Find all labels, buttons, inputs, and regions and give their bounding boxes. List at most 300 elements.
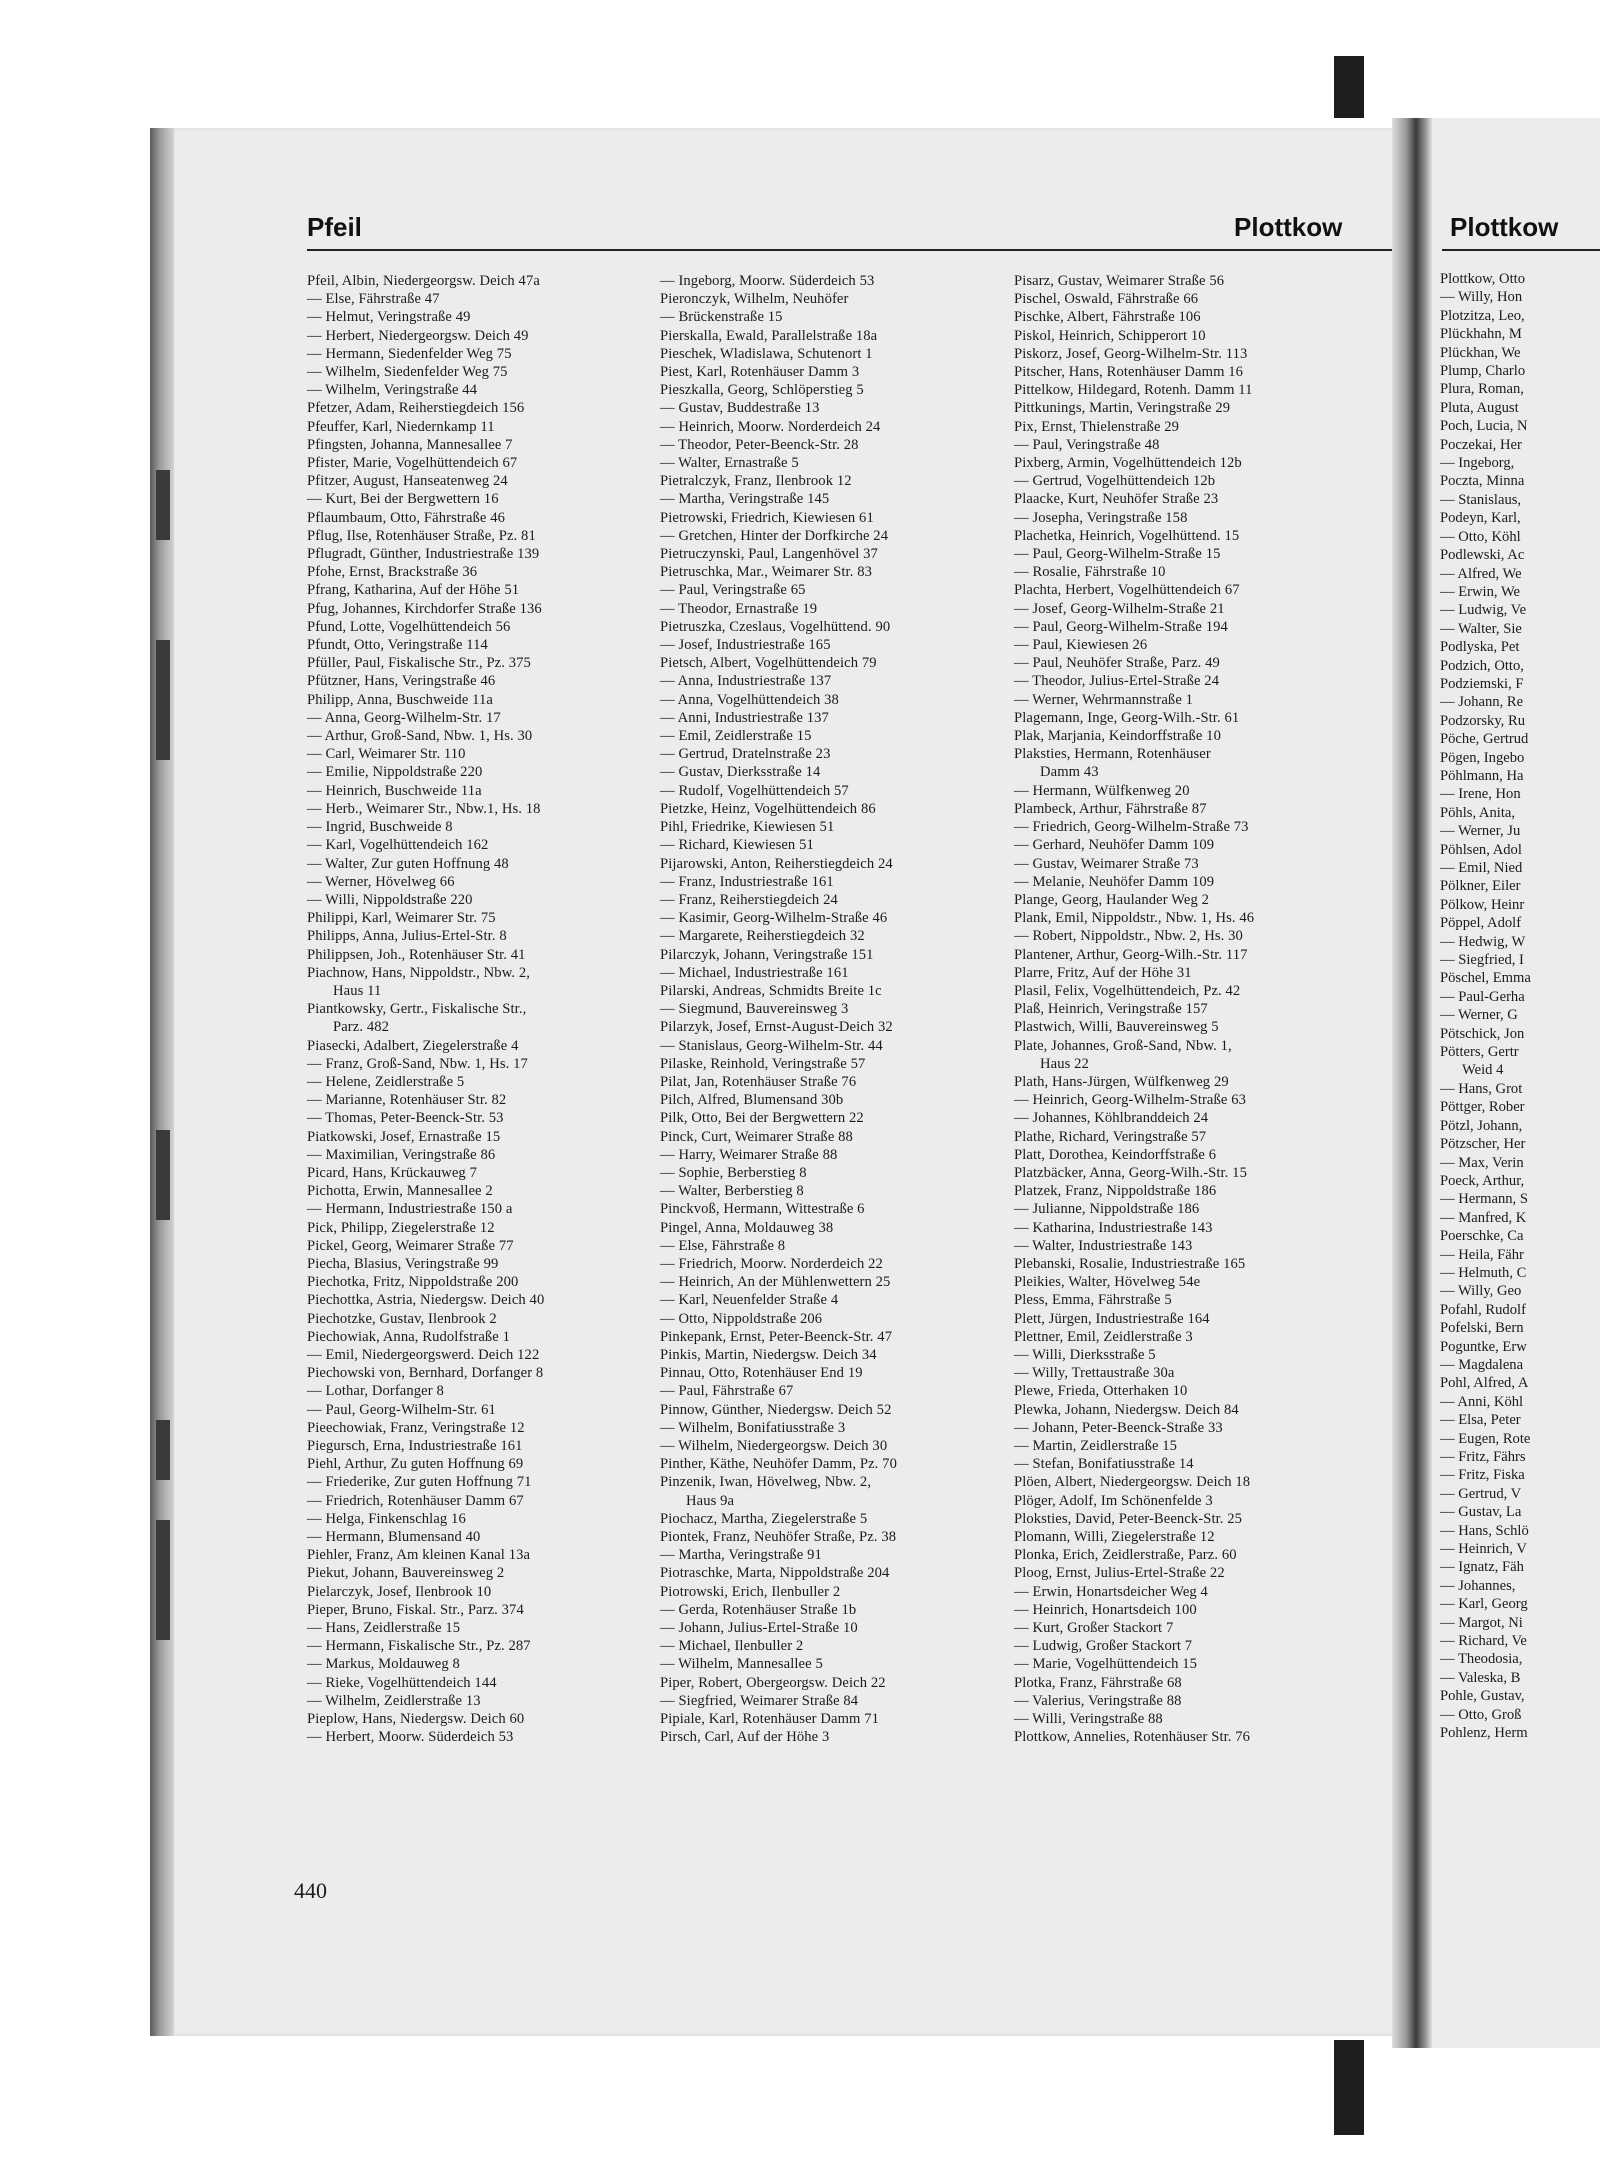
- directory-entry: — Else, Fährstraße 47: [307, 291, 440, 308]
- directory-entry: Plaksties, Hermann, Rotenhäuser: [1014, 746, 1211, 763]
- directory-entry: — Hans, Zeidlerstraße 15: [307, 1620, 461, 1637]
- directory-entry: Piegursch, Erna, Industriestraße 161: [307, 1438, 523, 1454]
- directory-entry: Pinnow, Günther, Niedergsw. Deich 52: [660, 1401, 892, 1418]
- directory-entry: — Stefan, Bonifatiusstraße 14: [1014, 1456, 1194, 1473]
- directory-entry: — Siegfried, I: [1440, 952, 1524, 969]
- directory-entry: Pickel, Georg, Weimarer Straße 77: [307, 1237, 514, 1254]
- directory-entry: — Hedwig, W: [1440, 933, 1526, 950]
- directory-entry: — Fritz, Fiska: [1440, 1467, 1525, 1484]
- directory-entry: Philippi, Karl, Weimarer Str. 75: [307, 910, 496, 927]
- directory-entry: Plastwich, Willi, Bauvereinsweg 5: [1014, 1019, 1219, 1036]
- directory-entry: Pfützner, Hans, Veringstraße 46: [307, 673, 496, 690]
- directory-entry: Plonka, Erich, Zeidlerstraße, Parz. 60: [1014, 1547, 1237, 1564]
- directory-entry: — Franz, Reiherstiegdeich 24: [660, 891, 838, 908]
- directory-entry: — Willy, Hon: [1440, 289, 1523, 306]
- directory-entry: Piotrowski, Erich, Ilenbuller 2: [660, 1583, 841, 1600]
- directory-entry: — Irene, Hon: [1440, 786, 1521, 803]
- directory-entry: — Willy, Geo: [1440, 1283, 1522, 1300]
- directory-entry: — Ingeborg,: [1440, 455, 1515, 472]
- directory-entry: Ploksties, David, Peter-Beenck-Str. 25: [1014, 1510, 1243, 1527]
- directory-entry: Plange, Georg, Haulander Weg 2: [1014, 891, 1210, 908]
- directory-entry: Ploog, Ernst, Julius-Ertel-Straße 22: [1014, 1565, 1225, 1582]
- directory-entry: Plagemann, Inge, Georg-Wilh.-Str. 61: [1014, 709, 1240, 726]
- directory-entry: Pilarzyk, Josef, Ernst-August-Deich 32: [660, 1019, 893, 1036]
- directory-entry: Pilat, Jan, Rotenhäuser Straße 76: [660, 1073, 857, 1090]
- directory-entry: Picard, Hans, Krückauweg 7: [307, 1164, 477, 1181]
- directory-entry: Pilk, Otto, Bei der Bergwettern 22: [660, 1110, 864, 1127]
- directory-entry: — Gerda, Rotenhäuser Straße 1b: [660, 1601, 857, 1618]
- directory-entry: — Paul, Fährstraße 67: [660, 1383, 794, 1400]
- directory-entry: Pietruczynski, Paul, Langenhövel 37: [660, 546, 878, 563]
- directory-entry: — Emilie, Nippoldstraße 220: [307, 764, 483, 781]
- directory-entry: — Paul-Gerha: [1440, 988, 1525, 1005]
- directory-entry: Pietrowski, Friedrich, Kiewiesen 61: [660, 509, 874, 526]
- directory-entry: — Gustav, Buddestraße 13: [660, 400, 820, 417]
- directory-entry: — Hermann, Siedenfelder Weg 75: [307, 345, 512, 362]
- directory-entry: Philippsen, Joh., Rotenhäuser Str. 41: [307, 946, 526, 963]
- directory-entry: — Otto, Nippoldstraße 206: [660, 1310, 823, 1327]
- directory-entry: Podeyn, Karl,: [1440, 510, 1521, 527]
- directory-entry: — Magdalena: [1440, 1356, 1524, 1373]
- directory-entry: Plotzitza, Leo,: [1440, 307, 1525, 324]
- directory-entry: Plarre, Fritz, Auf der Höhe 31: [1014, 964, 1192, 981]
- directory-entry: — Rieke, Vogelhüttendeich 144: [307, 1674, 497, 1691]
- directory-entry: — Gerhard, Neuhöfer Damm 109: [1014, 837, 1215, 854]
- directory-entry: — Margarete, Reiherstiegdeich 32: [660, 928, 865, 945]
- directory-entry: Piechowiak, Anna, Rudolfstraße 1: [307, 1328, 511, 1345]
- directory-entry: Pöche, Gertrud: [1440, 731, 1529, 748]
- directory-entry: — Franz, Groß-Sand, Nbw. 1, Hs. 17: [307, 1055, 528, 1072]
- directory-entry: Pötschick, Jon: [1440, 1025, 1525, 1042]
- directory-entry: Plett, Jürgen, Industriestraße 164: [1014, 1310, 1210, 1327]
- directory-entry: Plewka, Johann, Niedergsw. Deich 84: [1014, 1401, 1239, 1418]
- directory-entry: Pieronczyk, Wilhelm, Neuhöfer: [660, 291, 849, 308]
- directory-entry: Philipp, Anna, Buschweide 11a: [307, 691, 493, 708]
- directory-entry: Pögen, Ingebo: [1440, 749, 1525, 766]
- directory-entry: — Anni, Industriestraße 137: [660, 709, 829, 726]
- directory-entry: Pischel, Oswald, Fährstraße 66: [1014, 291, 1199, 308]
- directory-entry: — Robert, Nippoldstr., Nbw. 2, Hs. 30: [1014, 928, 1243, 945]
- directory-entry: — Paul, Neuhöfer Straße, Parz. 49: [1014, 655, 1220, 672]
- directory-entry: — Walter, Industriestraße 143: [1014, 1237, 1193, 1254]
- directory-entry: Pirsch, Carl, Auf der Höhe 3: [660, 1729, 830, 1746]
- directory-entry: Pieechowiak, Franz, Veringstraße 12: [307, 1419, 525, 1436]
- directory-entry: Parz. 482: [333, 1019, 390, 1036]
- directory-entry: — Friederike, Zur guten Hoffnung 71: [307, 1474, 532, 1491]
- directory-entry: Pick, Philipp, Ziegelerstraße 12: [307, 1219, 495, 1236]
- directory-entry: Piskorz, Josef, Georg-Wilhelm-Str. 113: [1014, 345, 1248, 362]
- directory-entry: Piechowski von, Bernhard, Dorfanger 8: [307, 1365, 544, 1382]
- directory-entry: Pischke, Albert, Fährstraße 106: [1014, 309, 1201, 326]
- directory-entry: Pieper, Bruno, Fiskal. Str., Parz. 374: [307, 1601, 524, 1618]
- directory-entry: — Rosalie, Fährstraße 10: [1014, 564, 1166, 581]
- next-page-column: [1440, 270, 1600, 1743]
- directory-entry: — Wilhelm, Niedergeorgsw. Deich 30: [660, 1438, 888, 1454]
- directory-entry: Weid 4: [1462, 1062, 1504, 1079]
- directory-entry: Piechotka, Fritz, Nippoldstraße 200: [307, 1274, 519, 1291]
- directory-entry: — Katharina, Industriestraße 143: [1014, 1219, 1213, 1236]
- directory-entry: — Kasimir, Georg-Wilhelm-Straße 46: [660, 910, 888, 927]
- directory-entry: Pötzscher, Her: [1440, 1136, 1526, 1153]
- directory-entry: Pöhls, Anita,: [1440, 804, 1516, 821]
- directory-entry: — Fritz, Fährs: [1440, 1449, 1526, 1465]
- directory-entry: Pöttger, Rober: [1440, 1099, 1525, 1116]
- directory-entry: — Gretchen, Hinter der Dorfkirche 24: [660, 527, 889, 544]
- directory-entry: Piskol, Heinrich, Schipperort 10: [1014, 327, 1206, 344]
- directory-column-3: [1014, 272, 1366, 1746]
- directory-entry: — Otto, Köhl: [1440, 528, 1521, 545]
- directory-entry: — Erwin, Honartsdeicher Weg 4: [1014, 1583, 1208, 1600]
- directory-entry: Poguntke, Erw: [1440, 1338, 1527, 1355]
- directory-entry: Pilarski, Andreas, Schmidts Breite 1c: [660, 982, 882, 999]
- directory-entry: Pohle, Gustav,: [1440, 1688, 1525, 1705]
- directory-entry: Poeck, Arthur,: [1440, 1172, 1525, 1189]
- clip-tab-top: [1334, 56, 1364, 118]
- directory-entry: Pinckvoß, Hermann, Wittestraße 6: [660, 1201, 865, 1218]
- directory-entry: Pfeuffer, Karl, Niedernkamp 11: [307, 418, 495, 435]
- directory-entry: — Siegmund, Bauvereinsweg 3: [660, 1001, 849, 1018]
- directory-entry: Damm 43: [1040, 764, 1099, 781]
- directory-entry: — Heinrich, Buschweide 11a: [307, 782, 482, 799]
- directory-entry: Pichotta, Erwin, Mannesallee 2: [307, 1183, 493, 1200]
- directory-entry: Plottkow, Annelies, Rotenhäuser Str. 76: [1014, 1729, 1251, 1746]
- directory-entry: Poerschke, Ca: [1440, 1228, 1524, 1245]
- edge-mark: [156, 640, 170, 760]
- directory-entry: Plomann, Willi, Ziegelerstraße 12: [1014, 1529, 1215, 1546]
- directory-entry: Piekut, Johann, Bauvereinsweg 2: [307, 1565, 505, 1582]
- directory-entry: Pipiale, Karl, Rotenhäuser Damm 71: [660, 1711, 880, 1728]
- directory-entry: — Martha, Veringstraße 145: [660, 491, 830, 508]
- directory-entry: Plasil, Felix, Vogelhüttendeich, Pz. 42: [1014, 982, 1241, 999]
- directory-entry: Plewe, Frieda, Otterhaken 10: [1014, 1383, 1188, 1400]
- directory-entry: — Herbert, Niedergeorgsw. Deich 49: [307, 327, 529, 344]
- directory-entry: Haus 11: [333, 982, 382, 999]
- directory-entry: — Johann, Peter-Beenck-Straße 33: [1014, 1419, 1223, 1436]
- directory-entry: — Anni, Köhl: [1440, 1393, 1524, 1410]
- directory-entry: Piehler, Franz, Am kleinen Kanal 13a: [307, 1547, 531, 1564]
- directory-entry: Platzek, Franz, Nippoldstraße 186: [1014, 1183, 1217, 1200]
- directory-entry: — Arthur, Groß-Sand, Nbw. 1, Hs. 30: [307, 728, 533, 745]
- directory-entry: Podzorsky, Ru: [1440, 712, 1525, 729]
- directory-entry: — Franz, Industriestraße 161: [660, 873, 834, 890]
- directory-entry: Piantkowsky, Gertr., Fiskalische Str.,: [307, 1001, 527, 1018]
- directory-entry: — Otto, Groß: [1440, 1706, 1522, 1723]
- directory-entry: Pfrang, Katharina, Auf der Höhe 51: [307, 582, 520, 599]
- directory-entry: Haus 22: [1040, 1055, 1089, 1072]
- directory-entry: Pötzl, Johann,: [1440, 1117, 1523, 1134]
- directory-entry: — Anna, Industriestraße 137: [660, 673, 832, 690]
- directory-entry: — Kurt, Bei der Bergwettern 16: [307, 491, 499, 508]
- directory-entry: Pöhlsen, Adol: [1440, 841, 1522, 858]
- edge-mark: [156, 1520, 170, 1640]
- directory-entry: Pinzenik, Iwan, Hövelweg, Nbw. 2,: [660, 1474, 872, 1491]
- directory-entry: — Lothar, Dorfanger 8: [307, 1383, 444, 1400]
- directory-entry: — Friedrich, Rotenhäuser Damm 67: [307, 1492, 524, 1509]
- directory-entry: — Anna, Vogelhüttendeich 38: [660, 691, 839, 708]
- directory-entry: Podlyska, Pet: [1440, 639, 1520, 656]
- directory-entry: Plöen, Albert, Niedergeorgsw. Deich 18: [1014, 1474, 1251, 1491]
- directory-entry: Pielarczyk, Josef, Ilenbrook 10: [307, 1583, 492, 1600]
- directory-entry: — Willi, Veringstraße 88: [1014, 1711, 1163, 1728]
- directory-entry: Piasecki, Adalbert, Ziegelerstraße 4: [307, 1037, 519, 1054]
- directory-entry: Pfug, Johannes, Kirchdorfer Straße 136: [307, 600, 542, 617]
- directory-entry: — Anna, Georg-Wilhelm-Str. 17: [307, 709, 501, 726]
- directory-entry: Plambeck, Arthur, Fährstraße 87: [1014, 800, 1207, 817]
- directory-entry: Piotraschke, Marta, Nippoldstraße 204: [660, 1565, 890, 1582]
- directory-entry: Pisarz, Gustav, Weimarer Straße 56: [1014, 273, 1225, 289]
- directory-entry: Pfitzer, August, Hanseatenweg 24: [307, 473, 508, 490]
- directory-entry: Piochacz, Martha, Ziegelerstraße 5: [660, 1510, 868, 1527]
- directory-entry: — Karl, Georg: [1440, 1596, 1528, 1613]
- directory-entry: — Helmut, Veringstraße 49: [307, 309, 471, 326]
- directory-entry: Plaacke, Kurt, Neuhöfer Straße 23: [1014, 491, 1219, 508]
- directory-entry: Poch, Lucia, N: [1440, 418, 1528, 435]
- book-gutter: [1392, 118, 1432, 2048]
- directory-entry: — Sophie, Berberstieg 8: [660, 1164, 807, 1181]
- directory-entry: — Stanislaus, Georg-Wilhelm-Str. 44: [660, 1037, 883, 1054]
- directory-entry: — Ludwig, Ve: [1440, 602, 1527, 619]
- directory-entry: Pieschek, Wladislawa, Schutenort 1: [660, 345, 873, 362]
- directory-entry: — Martha, Veringstraße 91: [660, 1547, 822, 1564]
- directory-entry: — Valerius, Veringstraße 88: [1014, 1692, 1182, 1709]
- directory-entry: — Emil, Zeidlerstraße 15: [660, 728, 812, 745]
- directory-entry: Pinther, Käthe, Neuhöfer Damm, Pz. 70: [660, 1456, 897, 1473]
- directory-entry: Piatkowski, Josef, Ernastraße 15: [307, 1128, 501, 1145]
- directory-entry: — Hans, Grot: [1440, 1080, 1523, 1097]
- directory-entry: — Helene, Zeidlerstraße 5: [307, 1073, 465, 1090]
- directory-entry: — Hermann, S: [1440, 1191, 1528, 1208]
- directory-entry: — Wilhelm, Siedenfelder Weg 75: [307, 364, 508, 381]
- directory-entry: — Heinrich, Georg-Wilhelm-Straße 63: [1014, 1092, 1247, 1109]
- directory-entry: — Hans, Schlö: [1440, 1522, 1529, 1539]
- directory-entry: — Gustav, Dierksstraße 14: [660, 764, 821, 781]
- directory-entry: — Julianne, Nippoldstraße 186: [1014, 1201, 1200, 1218]
- edge-mark: [156, 1420, 170, 1480]
- directory-entry: Pinck, Curt, Weimarer Straße 88: [660, 1128, 853, 1145]
- directory-entry: Plachetka, Heinrich, Vogelhüttend. 15: [1014, 527, 1240, 544]
- directory-entry: — Stanislaus,: [1440, 491, 1522, 508]
- directory-entry: Plate, Johannes, Groß-Sand, Nbw. 1,: [1014, 1037, 1232, 1054]
- directory-entry: — Willy, Trettaustraße 30a: [1014, 1365, 1175, 1382]
- directory-entry: — Gertrud, Dratelnstraße 23: [660, 746, 831, 763]
- directory-entry: Pofelski, Bern: [1440, 1320, 1524, 1337]
- directory-entry: — Werner, Hövelweg 66: [307, 873, 455, 890]
- directory-entry: Pixberg, Armin, Vogelhüttendeich 12b: [1014, 455, 1242, 472]
- directory-entry: — Emil, Niedergeorgswerd. Deich 122: [307, 1346, 540, 1363]
- directory-entry: — Harry, Weimarer Straße 88: [660, 1146, 838, 1163]
- directory-entry: — Max, Verin: [1440, 1154, 1524, 1171]
- directory-entry: Pinkepank, Ernst, Peter-Beenck-Str. 47: [660, 1328, 893, 1345]
- directory-entry: — Valeska, B: [1440, 1669, 1521, 1686]
- directory-entry: Pfohe, Ernst, Brackstraße 36: [307, 564, 478, 581]
- directory-entry: Plottkow, Otto: [1440, 271, 1526, 287]
- directory-entry: — Melanie, Neuhöfer Damm 109: [1014, 873, 1215, 890]
- directory-entry: Pfingsten, Johanna, Mannesallee 7: [307, 436, 513, 453]
- binding-strip: [150, 128, 174, 2036]
- directory-entry: Piest, Karl, Rotenhäuser Damm 3: [660, 364, 860, 381]
- directory-entry: — Werner, Ju: [1440, 823, 1521, 840]
- directory-entry: Piecha, Blasius, Veringstraße 99: [307, 1255, 499, 1272]
- directory-entry: — Hermann, Wülfkenweg 20: [1014, 782, 1190, 799]
- directory-entry: — Heinrich, An der Mühlenwettern 25: [660, 1274, 891, 1291]
- directory-entry: Piontek, Franz, Neuhöfer Straße, Pz. 38: [660, 1529, 897, 1546]
- directory-entry: — Richard, Kiewiesen 51: [660, 837, 814, 854]
- directory-entry: Podziemski, F: [1440, 675, 1524, 692]
- header-right-word: Plottkow: [1234, 212, 1343, 242]
- directory-entry: — Paul, Georg-Wilhelm-Straße 194: [1014, 618, 1228, 635]
- directory-entry: — Werner, G: [1440, 1007, 1518, 1024]
- directory-entry: — Josepha, Veringstraße 158: [1014, 509, 1188, 526]
- directory-entry: — Herbert, Moorw. Süderdeich 53: [307, 1729, 514, 1746]
- directory-entry: — Friedrich, Georg-Wilhelm-Straße 73: [1014, 819, 1249, 836]
- directory-entry: Piachnow, Hans, Nippoldstr., Nbw. 2,: [307, 964, 531, 981]
- directory-entry: — Marianne, Rotenhäuser Str. 82: [307, 1092, 507, 1109]
- directory-entry: — Heinrich, Moorw. Norderdeich 24: [660, 418, 881, 435]
- directory-entry: Pilarczyk, Johann, Veringstraße 151: [660, 946, 874, 963]
- directory-entry: — Ludwig, Großer Stackort 7: [1014, 1638, 1193, 1655]
- directory-entry: — Hermann, Industriestraße 150 a: [307, 1201, 513, 1218]
- directory-entry: — Paul, Georg-Wilhelm-Straße 15: [1014, 546, 1221, 563]
- directory-entry: Pflaumbaum, Otto, Fährstraße 46: [307, 509, 506, 526]
- directory-entry: Plachta, Herbert, Vogelhüttendeich 67: [1014, 582, 1240, 599]
- directory-entry: — Hermann, Fiskalische Str., Pz. 287: [307, 1638, 531, 1655]
- next-page-rule: [1442, 249, 1600, 251]
- directory-entry: Pittkunings, Martin, Veringstraße 29: [1014, 400, 1231, 417]
- directory-entry: Pietruschka, Mar., Weimarer Str. 83: [660, 564, 873, 581]
- directory-entry: — Theodor, Julius-Ertel-Straße 24: [1014, 673, 1220, 690]
- directory-entry: — Eugen, Rote: [1440, 1430, 1531, 1447]
- directory-column-1: [307, 272, 659, 1746]
- directory-entry: — Helmuth, C: [1440, 1264, 1527, 1281]
- header-rule: [307, 249, 1399, 251]
- left-page: [162, 128, 1412, 2036]
- directory-entry: — Wilhelm, Veringstraße 44: [307, 382, 478, 399]
- directory-entry: Pötters, Gertr: [1440, 1044, 1519, 1061]
- directory-entry: — Maximilian, Veringstraße 86: [307, 1146, 496, 1163]
- directory-entry: — Friedrich, Moorw. Norderdeich 22: [660, 1255, 883, 1272]
- edge-mark: [156, 470, 170, 540]
- directory-entry: Pfüller, Paul, Fiskalische Str., Pz. 375: [307, 655, 531, 672]
- directory-entry: Pfister, Marie, Vogelhüttendeich 67: [307, 455, 518, 472]
- directory-entry: Pfund, Lotte, Vogelhüttendeich 56: [307, 618, 511, 635]
- directory-entry: Pinnau, Otto, Rotenhäuser End 19: [660, 1365, 863, 1382]
- directory-entry: — Herb., Weimarer Str., Nbw.1, Hs. 18: [307, 800, 541, 817]
- directory-entry: — Gustav, Weimarer Straße 73: [1014, 855, 1199, 872]
- directory-entry: Pfundt, Otto, Veringstraße 114: [307, 637, 488, 654]
- directory-entry: Plückhan, We: [1440, 344, 1521, 361]
- directory-entry: — Paul, Georg-Wilhelm-Str. 61: [307, 1401, 496, 1418]
- directory-entry: Plöger, Adolf, Im Schönenfelde 3: [1014, 1492, 1213, 1509]
- directory-entry: — Werner, Wehrmannstraße 1: [1014, 691, 1194, 708]
- directory-entry: Plotka, Franz, Fährstraße 68: [1014, 1674, 1182, 1691]
- directory-entry: — Ingrid, Buschweide 8: [307, 819, 453, 836]
- directory-entry: — Willi, Nippoldstraße 220: [307, 891, 473, 908]
- directory-entry: Pijarowski, Anton, Reiherstiegdeich 24: [660, 855, 893, 872]
- directory-entry: — Hermann, Blumensand 40: [307, 1529, 481, 1546]
- directory-entry: — Marie, Vogelhüttendeich 15: [1014, 1656, 1198, 1673]
- clip-tab-bottom: [1334, 2040, 1364, 2135]
- directory-entry: Pittelkow, Hildegard, Rotenh. Damm 11: [1014, 382, 1253, 399]
- directory-entry: — Brückenstraße 15: [660, 309, 783, 326]
- directory-entry: — Else, Fährstraße 8: [660, 1237, 786, 1254]
- directory-entry: — Gustav, La: [1440, 1504, 1522, 1521]
- directory-entry: Poczta, Minna: [1440, 473, 1525, 490]
- directory-entry: — Johann, Re: [1440, 694, 1524, 711]
- directory-column-2: [660, 272, 1012, 1746]
- directory-entry: — Alfred, We: [1440, 565, 1522, 582]
- directory-entry: — Heinrich, V: [1440, 1541, 1527, 1558]
- directory-entry: — Michael, Industriestraße 161: [660, 964, 849, 981]
- directory-entry: Platt, Dorothea, Keindorffstraße 6: [1014, 1146, 1217, 1163]
- directory-entry: Pitscher, Hans, Rotenhäuser Damm 16: [1014, 364, 1244, 381]
- directory-entry: Pölkow, Heinr: [1440, 896, 1525, 913]
- directory-entry: — Theodor, Peter-Beenck-Str. 28: [660, 436, 859, 453]
- directory-entry: — Karl, Vogelhüttendeich 162: [307, 837, 489, 854]
- directory-entry: — Markus, Moldauweg 8: [307, 1656, 460, 1673]
- directory-entry: Pilch, Alfred, Blumensand 30b: [660, 1092, 844, 1109]
- directory-entry: Pietralczyk, Franz, Ilenbrook 12: [660, 473, 852, 490]
- directory-entry: Haus 9a: [686, 1492, 735, 1509]
- directory-entry: — Wilhelm, Bonifatiusstraße 3: [660, 1419, 846, 1436]
- directory-entry: — Johannes,: [1440, 1577, 1516, 1594]
- directory-entry: — Wilhelm, Zeidlerstraße 13: [307, 1692, 481, 1709]
- directory-entry: Pinkis, Martin, Niedergsw. Deich 34: [660, 1346, 877, 1363]
- directory-entry: Pflug, Ilse, Rotenhäuser Straße, Pz. 81: [307, 527, 536, 544]
- directory-entry: Pölkner, Eiler: [1440, 878, 1521, 895]
- directory-entry: Pohl, Alfred, A: [1440, 1375, 1529, 1392]
- directory-entry: — Martin, Zeidlerstraße 15: [1014, 1438, 1178, 1454]
- directory-entry: Pieplow, Hans, Niedergsw. Deich 60: [307, 1711, 525, 1728]
- directory-entry: Pfeil, Albin, Niedergeorgsw. Deich 47a: [307, 273, 540, 289]
- directory-entry: — Johann, Julius-Ertel-Straße 10: [660, 1620, 858, 1637]
- directory-entry: — Theodosia,: [1440, 1651, 1523, 1668]
- directory-entry: Pflugradt, Günther, Industriestraße 139: [307, 546, 540, 563]
- directory-entry: — Paul, Kiewiesen 26: [1014, 637, 1148, 654]
- directory-entry: Plath, Hans-Jürgen, Wülfkenweg 29: [1014, 1073, 1229, 1090]
- directory-entry: Plückhahn, M: [1440, 326, 1522, 343]
- directory-entry: — Elsa, Peter: [1440, 1412, 1521, 1429]
- directory-entry: — Wilhelm, Mannesallee 5: [660, 1656, 823, 1673]
- directory-entry: Plebanski, Rosalie, Industriestraße 165: [1014, 1255, 1246, 1272]
- directory-entry: — Willi, Dierksstraße 5: [1014, 1346, 1156, 1363]
- directory-entry: — Siegfried, Weimarer Straße 84: [660, 1692, 859, 1709]
- right-page: [1432, 118, 1600, 2048]
- directory-entry: Pluta, August: [1440, 399, 1519, 416]
- directory-entry: — Walter, Zur guten Hoffnung 48: [307, 855, 509, 872]
- directory-entry: — Helga, Finkenschlag 16: [307, 1510, 466, 1527]
- directory-entry: Pieszkalla, Georg, Schlöperstieg 5: [660, 382, 864, 399]
- directory-entry: Poczekai, Her: [1440, 436, 1522, 453]
- directory-entry: Piehl, Arthur, Zu guten Hoffnung 69: [307, 1456, 524, 1473]
- directory-entry: — Emil, Nied: [1440, 860, 1523, 876]
- directory-entry: Pless, Emma, Fährstraße 5: [1014, 1292, 1172, 1309]
- directory-entry: — Theodor, Ernastraße 19: [660, 600, 818, 617]
- directory-entry: — Josef, Industriestraße 165: [660, 637, 831, 654]
- directory-entry: Pleikies, Walter, Hövelweg 54e: [1014, 1274, 1201, 1291]
- directory-entry: Plump, Charlo: [1440, 363, 1526, 380]
- directory-entry: — Kurt, Großer Stackort 7: [1014, 1620, 1174, 1637]
- next-page-header: Plottkow: [1450, 212, 1559, 242]
- directory-entry: — Manfred, K: [1440, 1209, 1527, 1226]
- directory-entry: Pietsch, Albert, Vogelhüttendeich 79: [660, 655, 877, 672]
- directory-entry: Plura, Roman,: [1440, 381, 1524, 398]
- directory-entry: Pierskalla, Ewald, Parallelstraße 18a: [660, 327, 878, 344]
- directory-entry: Pohlenz, Herm: [1440, 1725, 1528, 1742]
- directory-entry: Philipps, Anna, Julius-Ertel-Str. 8: [307, 928, 507, 945]
- directory-entry: — Paul, Veringstraße 65: [660, 582, 806, 599]
- directory-entry: Pöschel, Emma: [1440, 970, 1531, 987]
- directory-entry: — Ingeborg, Moorw. Süderdeich 53: [660, 273, 875, 289]
